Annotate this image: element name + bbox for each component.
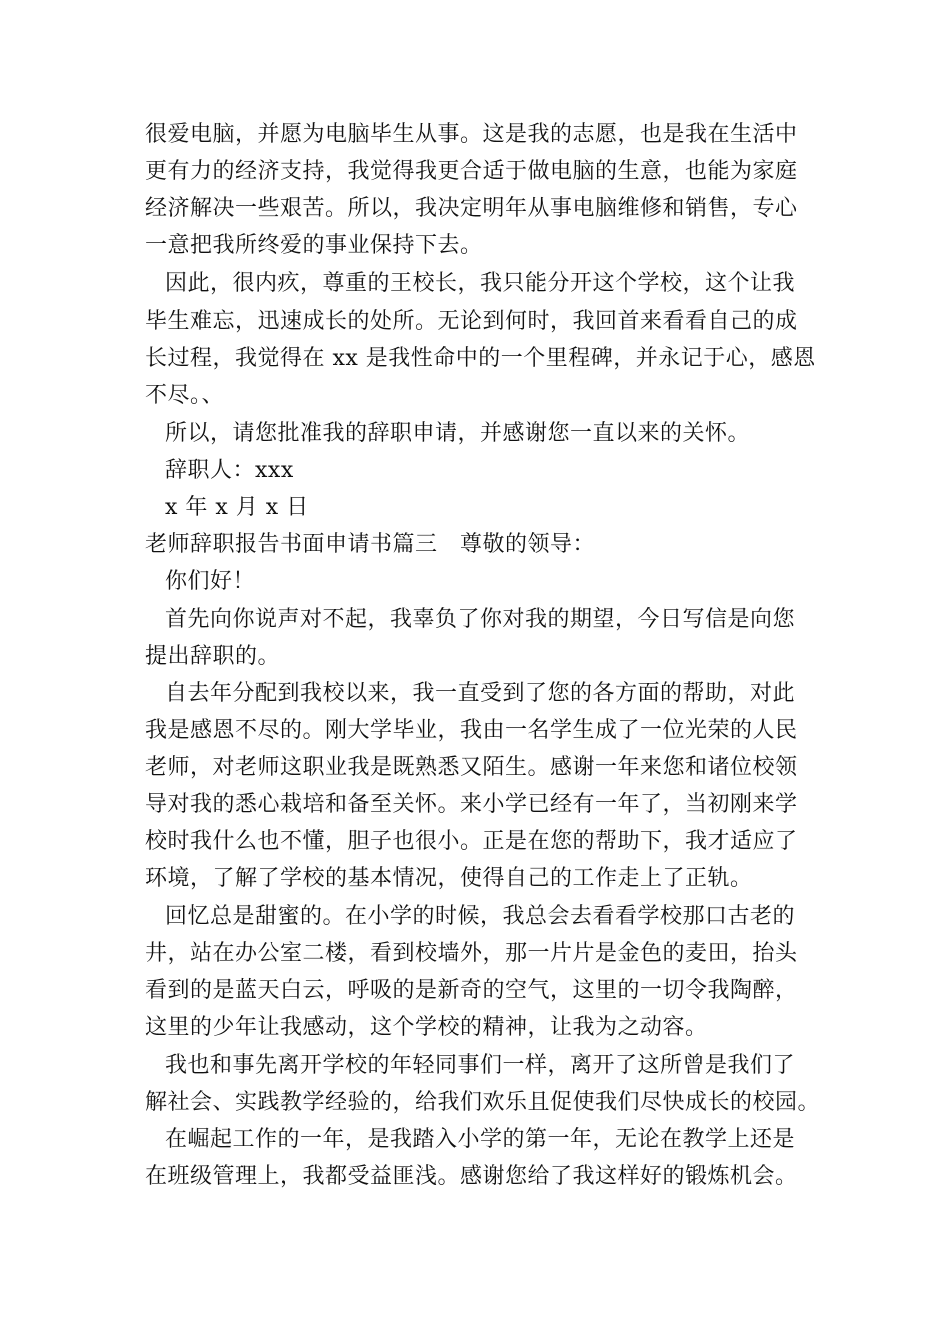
text-line: 这里的少年让我感动，这个学校的精神，让我为之动容。 (145, 1015, 708, 1040)
text-line: 首先向你说声对不起，我辜负了你对我的期望，今日写信是向您 (165, 607, 796, 632)
text-line: 在崛起工作的一年，是我踏入小学的第一年，无论在教学上还是 (165, 1127, 796, 1152)
text-line: 井，站在办公室二楼，看到校墙外，那一片片是金色的麦田，抬头 (145, 941, 798, 966)
text-line: 长过程，我觉得在 xx 是我性命中的一个里程碑，并永记于心，感恩 (145, 346, 816, 371)
signature-line: 辞职人：xxx (165, 458, 294, 483)
text-line: 环境，了解了学校的基本情况，使得自己的工作走上了正轨。 (145, 866, 753, 891)
section-heading: 老师辞职报告书面申请书篇三 尊敬的领导： (145, 532, 596, 557)
text-line: 一意把我所终爱的事业保持下去。 (145, 233, 483, 258)
text-line: 很爱电脑，并愿为电脑毕生从事。这是我的志愿，也是我在生活中 (145, 122, 798, 147)
text-line: 毕生难忘，迅速成长的处所。无论到何时，我回首来看看自己的成 (145, 309, 798, 334)
text-line: 自去年分配到我校以来，我一直受到了您的各方面的帮助，对此 (165, 681, 796, 706)
text-line: 在班级管理上，我都受益匪浅。感谢您给了我这样好的锻炼机会。 (145, 1164, 798, 1189)
text-line: 看到的是蓝天白云，呼吸的是新奇的空气，这里的一切令我陶醉， (145, 978, 798, 1003)
text-line: 回忆总是甜蜜的。在小学的时候，我总会去看看学校那口古老的 (165, 904, 796, 929)
text-line: 提出辞职的。 (145, 644, 281, 669)
text-line: 更有力的经济支持，我觉得我更合适于做电脑的生意，也能为家庭 (145, 159, 798, 184)
greeting-line: 你们好！ (165, 569, 256, 594)
text-line: 我也和事先离开学校的年轻同事们一样，离开了这所曾是我们了 (165, 1053, 796, 1078)
text-line: 我是感恩不尽的。刚大学毕业，我由一名学生成了一位光荣的人民 (145, 718, 798, 743)
text-line: 校时我什么也不懂，胆子也很小。正是在您的帮助下，我才适应了 (145, 829, 798, 854)
text-line: 老师，对老师这职业我是既熟悉又陌生。感谢一年来您和诸位校领 (145, 755, 798, 780)
text-line: 解社会、实践教学经验的，给我们欢乐且促使我们尽快成长的校园。 (145, 1090, 821, 1115)
text-line: 不尽。、 (145, 383, 225, 408)
text-line: 因此，很内疚，尊重的王校长，我只能分开这个学校，这个让我 (165, 271, 796, 296)
text-line: 经济解决一些艰苦。所以，我决定明年从事电脑维修和销售，专心 (145, 196, 798, 221)
text-line: 所以，请您批准我的辞职申请，并感谢您一直以来的关怀。 (165, 421, 751, 446)
text-line: 导对我的悉心栽培和备至关怀。来小学已经有一年了，当初刚来学 (145, 792, 798, 817)
date-line: x 年 x 月 x 日 (165, 495, 309, 520)
